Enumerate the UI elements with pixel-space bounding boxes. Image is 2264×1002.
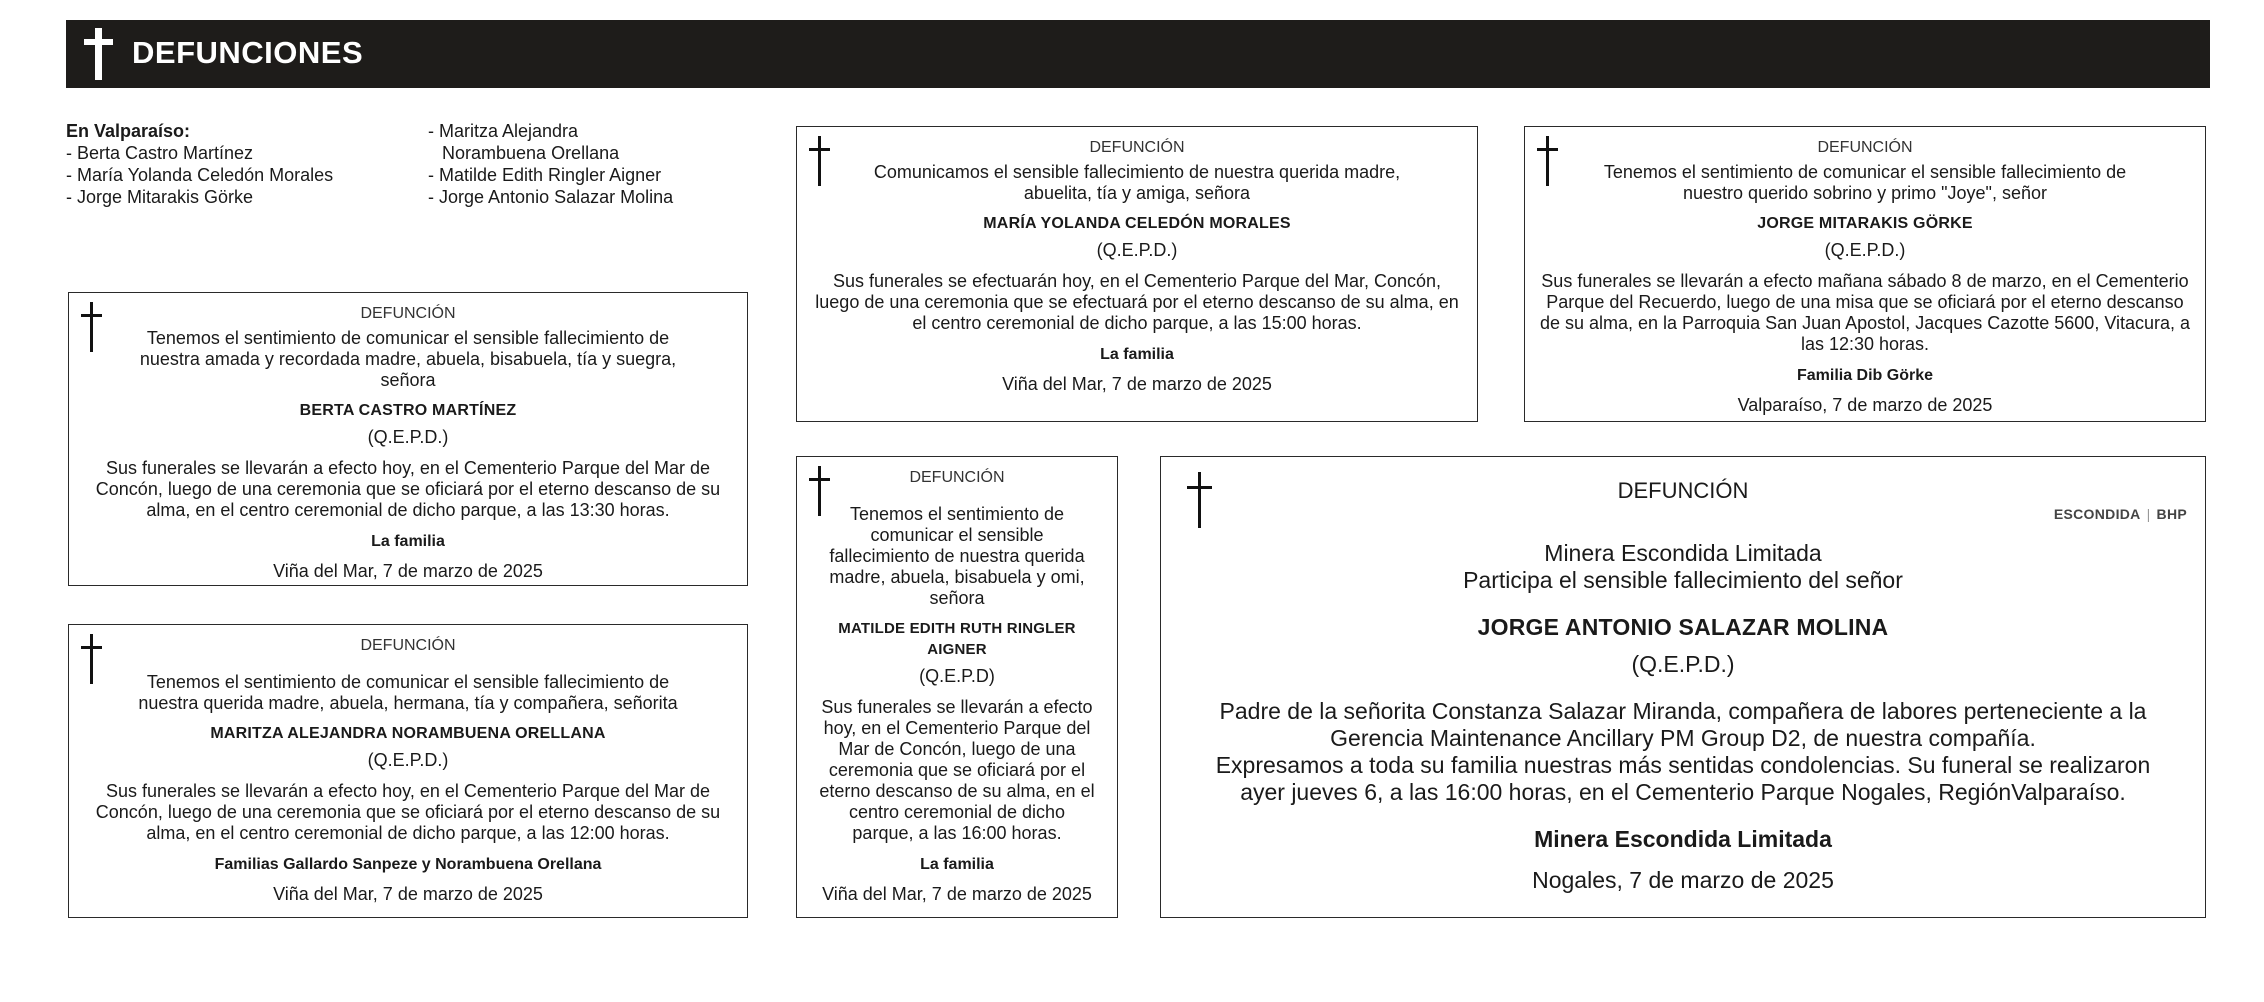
qepd: (Q.E.P.D.) — [367, 750, 449, 770]
obituary-card-jorge-salazar — [1160, 456, 2206, 918]
card-body: Participa el sensible fallecimiento del señor — [1463, 567, 1903, 593]
signature: Familia Dib Görke — [1796, 367, 1934, 384]
cross-icon — [1183, 471, 1217, 529]
card-body: Tenemos el sentimiento de comunicar el sensible fallecimiento de nuestra querida madre, abuela, hermana, tía y compañera, señorita — [138, 672, 678, 713]
qepd: (Q.E.P.D) — [919, 666, 995, 686]
obituary-card-jorge-mitarakis — [1524, 126, 2206, 422]
signature: Minera Escondida Limitada — [1534, 826, 1832, 852]
index-city: En Valparaíso: — [66, 121, 191, 141]
qepd: (Q.E.P.D.) — [1096, 240, 1178, 260]
funeral-details: Sus funerales se efectuarán hoy, en el Cementerio Parque del Mar, Concón, luego de una ceremonia que se efectuará por el eterno descanso de su alma, en el centro ceremonial de dicho parque, a las 15:00 horas. — [815, 271, 1459, 333]
card-label: DEFUNCIÓN — [909, 469, 1005, 486]
card-label: DEFUNCIÓN — [1817, 139, 1913, 156]
cross-icon — [805, 465, 835, 517]
logo-separator: | — [2146, 506, 2151, 522]
funeral-details: Sus funerales se llevarán a efecto hoy, en el Cementerio Parque del Mar de Concón, luego de una ceremonia que se oficiará por el eterno descanso de su alma, en el centro ceremonial de dicho parque, a las 16:00 horas. — [819, 697, 1095, 843]
signature: La familia — [920, 856, 994, 873]
signature: Familias Gallardo Sanpeze y Norambuena Orellana — [214, 856, 602, 873]
deceased-name: MATILDE EDITH RUTH RINGLER AIGNER — [838, 620, 1076, 658]
card-date: Nogales, 7 de marzo de 2025 — [1532, 867, 1834, 893]
list-item: - Berta Castro Martínez — [66, 143, 254, 163]
list-item: - Maritza Alejandra — [428, 121, 579, 141]
card-body: Tenemos el sentimiento de comunicar el sensible fallecimiento de nuestra amada y recordada madre, abuela, bisabuela, tía y suegra, señora — [139, 328, 677, 390]
funeral-details: Sus funerales se llevarán a efecto mañana sábado 8 de marzo, en el Cementerio Parque del Recuerdo, luego de una misa que se oficiará por el eterno descanso de su alma, en la Parroquia San Juan Apostol, Jacques Cazotte 5600, Vitacura, a las 12:30 horas. — [1539, 271, 2191, 354]
funeral-details: Sus funerales se llevarán a efecto hoy, en el Cementerio Parque del Mar de Concón, luego de una ceremonia que se oficiará por el eterno descanso de su alma, en el centro ceremonial de dicho parque, a las 12:00 horas. — [95, 781, 721, 843]
qepd: (Q.E.P.D.) — [1824, 240, 1906, 260]
deceased-name: BERTA CASTRO MARTÍNEZ — [299, 402, 517, 419]
card-body: Tenemos el sentimiento de comunicar el sensible fallecimiento de nuestro querido sobrino y primo "Joye", señor — [1603, 162, 2127, 203]
card-date: Viña del Mar, 7 de marzo de 2025 — [273, 561, 543, 581]
funeral-details: Sus funerales se llevarán a efecto hoy, en el Cementerio Parque del Mar de Concón, luego de una ceremonia que se oficiará por el eterno descanso de su alma, en el centro ceremonial de dicho parque, a las 13:30 horas. — [95, 458, 721, 520]
card-label: DEFUNCIÓN — [360, 305, 456, 322]
card-date: Valparaíso, 7 de marzo de 2025 — [1737, 395, 1993, 415]
list-item: - Jorge Mitarakis Görke — [66, 187, 254, 207]
card-date: Viña del Mar, 7 de marzo de 2025 — [1002, 374, 1272, 394]
index-list-left — [66, 120, 333, 208]
card-body: Comunicamos el sensible fallecimiento de nuestra querida madre, abuelita, tía y amiga, señora — [873, 162, 1401, 203]
cross-icon — [805, 135, 835, 187]
list-item: - María Yolanda Celedón Morales — [66, 165, 334, 185]
deceased-name: JORGE ANTONIO SALAZAR MOLINA — [1477, 614, 1889, 640]
cross-icon — [77, 301, 107, 353]
card-body: Tenemos el sentimiento de comunicar el sensible fallecimiento de nuestra querida madre, abuela, bisabuela y omi, señora — [829, 504, 1085, 608]
cross-icon — [77, 633, 107, 685]
card-label: DEFUNCIÓN — [1617, 478, 1749, 503]
card-label: DEFUNCIÓN — [360, 637, 456, 654]
company-name: Minera Escondida Limitada — [1544, 540, 1822, 566]
list-item: Norambuena Orellana — [442, 143, 620, 163]
list-item: - Jorge Antonio Salazar Molina — [428, 187, 674, 207]
logo-bhp: BHP — [2156, 506, 2187, 522]
cross-icon — [1533, 135, 1563, 187]
obituary-card-berta — [68, 292, 748, 586]
obituary-card-matilde — [796, 456, 1118, 918]
logo-escondida: ESCONDIDA — [2053, 506, 2141, 522]
signature: La familia — [1100, 346, 1174, 363]
obituary-card-maria-yolanda — [796, 126, 1478, 422]
list-item: - Matilde Edith Ringler Aigner — [428, 165, 662, 185]
company-logo — [2054, 501, 2187, 528]
qepd: (Q.E.P.D.) — [1631, 651, 1735, 677]
deceased-name: MARITZA ALEJANDRA NORAMBUENA ORELLANA — [210, 725, 606, 742]
card-date: Viña del Mar, 7 de marzo de 2025 — [822, 884, 1092, 904]
section-header — [66, 20, 2210, 88]
deceased-name: MARÍA YOLANDA CELEDÓN MORALES — [983, 215, 1291, 232]
card-label: DEFUNCIÓN — [1089, 139, 1185, 156]
condolences: Expresamos a toda su familia nuestras más sentidas condolencias. Su funeral se realizaron ayer jueves 6, a las 16:00 horas, en el Cementerio Parque Nogales, RegiónValparaíso. — [1215, 752, 2151, 805]
funeral-details: Padre de la señorita Constanza Salazar Miranda, compañera de labores perteneciente a la Gerencia Maintenance Ancillary PM Group D2, de nuestra compañía. — [1219, 698, 2147, 751]
cross-icon — [80, 26, 116, 82]
signature: La familia — [371, 533, 445, 550]
card-date: Viña del Mar, 7 de marzo de 2025 — [273, 884, 543, 904]
section-title: DEFUNCIONES — [132, 35, 364, 70]
obituary-card-maritza — [68, 624, 748, 918]
index-list-right — [428, 120, 673, 208]
qepd: (Q.E.P.D.) — [367, 427, 449, 447]
deceased-name: JORGE MITARAKIS GÖRKE — [1757, 215, 1973, 232]
